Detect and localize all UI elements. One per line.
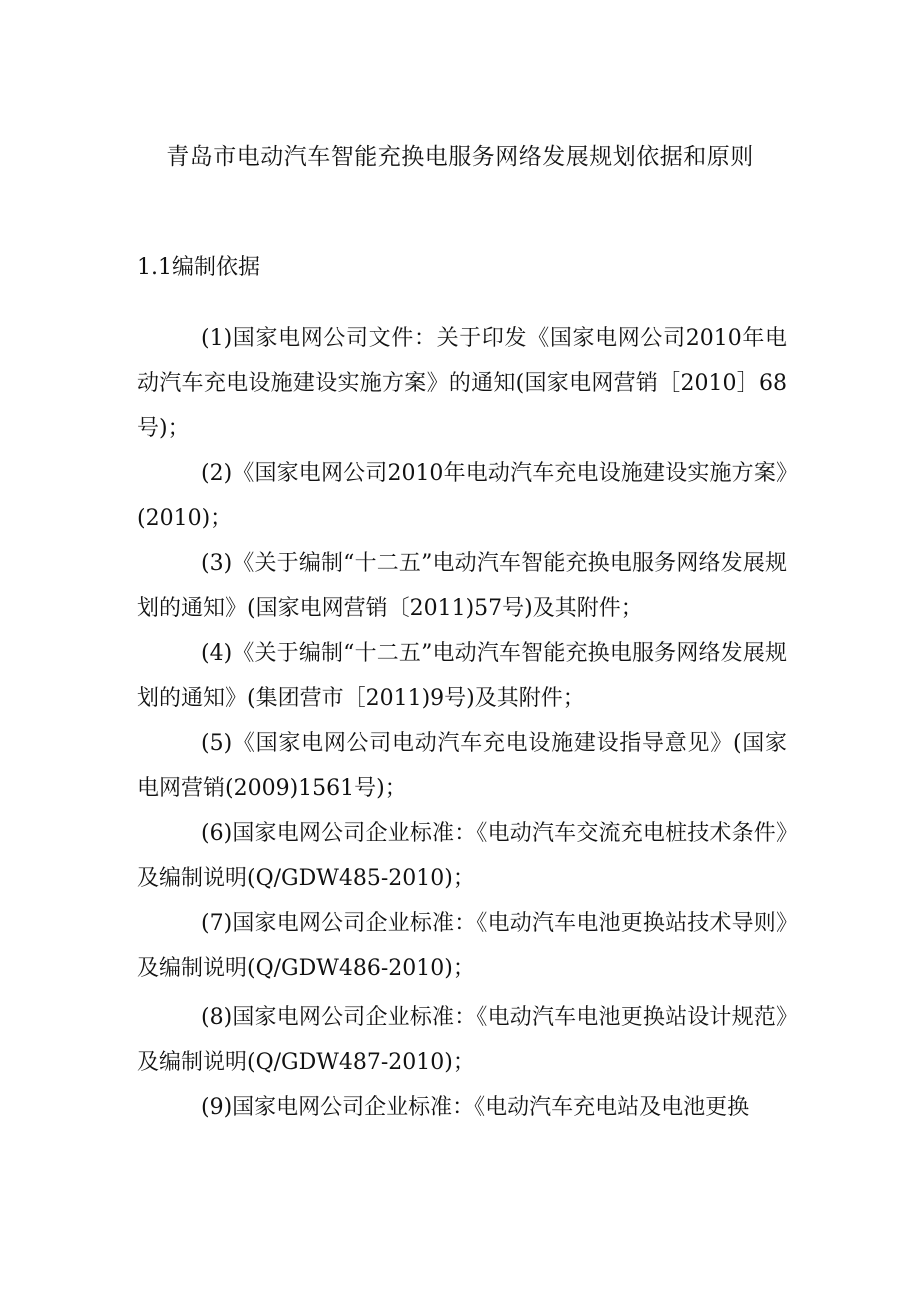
reference-item-1: (1)国家电网公司文件：关于印发《国家电网公司2010年电动汽车充电设施建设实施方案》的通知(国家电网营销［2010］68号)； [137,326,787,441]
document-title: 青岛市电动汽车智能充换电服务网络发展规划依据和原则 [166,144,754,170]
reference-item-6: (6)国家电网公司企业标准：《电动汽车交流充电桩技术条件》及编制说明(Q/GDW485-2010)； [137,821,787,891]
reference-item-9: (9)国家电网公司企业标准：《电动汽车充电站及电池更换 [201,1095,750,1120]
reference-item-2: (2)《国家电网公司2010年电动汽车充电设施建设实施方案》(2010)； [137,461,787,531]
reference-item-3: (3)《关于编制“十二五”电动汽车智能充换电服务网络发展规划的通知》(国家电网营销〔2011)57号)及其附件； [137,551,787,621]
reference-item-5: (5)《国家电网公司电动汽车充电设施建设指导意见》(国家电网营销(2009)1561号)； [137,731,787,801]
reference-item-4: (4)《关于编制“十二五”电动汽车智能充换电服务网络发展规划的通知》(集团营市［2011)9号)及其附件； [137,641,787,711]
section-heading: 1.1编制依据 [137,255,260,280]
reference-item-7: (7)国家电网公司企业标准：《电动汽车电池更换站技术导则》及编制说明(Q/GDW486-2010)； [137,911,787,981]
reference-item-8: (8)国家电网公司企业标准：《电动汽车电池更换站设计规范》及编制说明(Q/GDW487-2010)； [137,1005,787,1075]
reference-list [137,316,787,1130]
